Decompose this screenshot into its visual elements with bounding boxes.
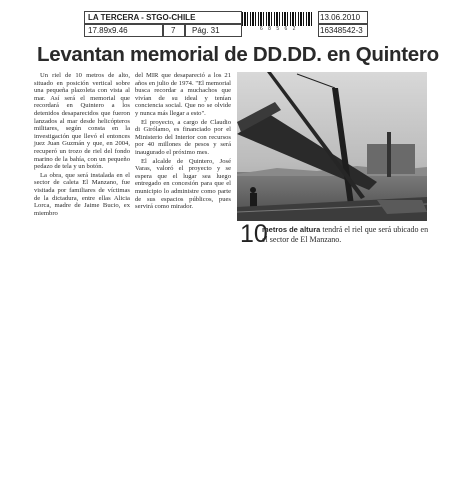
clip-id: 16348542-3: [320, 26, 363, 35]
paragraph: La obra, que será instalada en el sector de caleta El Manzano, fue visitada por familiares de víctimas de la dictadura, entre ellas Alicia Lorca, madre de Jaime Bucio, ex miembro: [34, 171, 130, 217]
publication-name: LA TERCERA - STGO-CHILE: [88, 13, 196, 22]
photo-caption: [262, 225, 432, 245]
caption-number: 10: [240, 220, 268, 248]
paragraph: El alcalde de Quintero, José Varas, valoró el proyecto y se espera que el lugar sea luego entregado en concesión para que el municipio lo administre como parte de sus espacios públicos, pues servirá como mirador.: [135, 157, 231, 211]
paragraph: El proyecto, a cargo de Claudio di Girólamo, es financiado por el Ministerio del Interior con recursos por 40 millones de pesos y será inaugurado el próximo mes.: [135, 118, 231, 156]
barcode-number: 6 8 5 6 2: [260, 26, 298, 32]
paragraph: Un riel de 10 metros de alto, situado en posición vertical sobre una pequeña plazoleta con vista al mar. Así será el memorial que recordará en Quintero a los detenidos desaparecidos que fueron lanzados al mar desde helicópteros militares, según consta en la investigación que llevó el entonces juez Juan Guzmán y que, en 2004, recuperó un trozo de riel del fondo marino de la bahía, con un pequeño pedazo de tela y un botón.: [34, 72, 130, 171]
clipping-header: [84, 11, 368, 37]
caption-rest: tendrá el riel que será ubicado en el sector de El Manzano.: [262, 225, 429, 244]
crane-rail-photo: [237, 72, 427, 221]
article-column-1: [34, 72, 130, 218]
article-headline: Levantan memorial de DD.DD. en Quintero: [37, 43, 439, 66]
article-column-2: [135, 72, 231, 212]
paragraph: del MIR que desapareció a los 21 años en julio de 1974. "El memorial busca recordar a muchachos que vivían de su ideal y tenían conciencia social. Que no se olvide y nunca más llegar a esto".: [135, 72, 231, 117]
caption-bold: metros de altura: [262, 225, 321, 234]
article-photo: [237, 72, 427, 221]
page-index: 7: [171, 26, 176, 35]
page-label: Pág. 31: [192, 26, 220, 35]
publication-date: 13.06.2010: [320, 13, 361, 22]
clip-size: 17.89x9.46: [88, 26, 128, 35]
barcode-icon: [242, 12, 314, 26]
